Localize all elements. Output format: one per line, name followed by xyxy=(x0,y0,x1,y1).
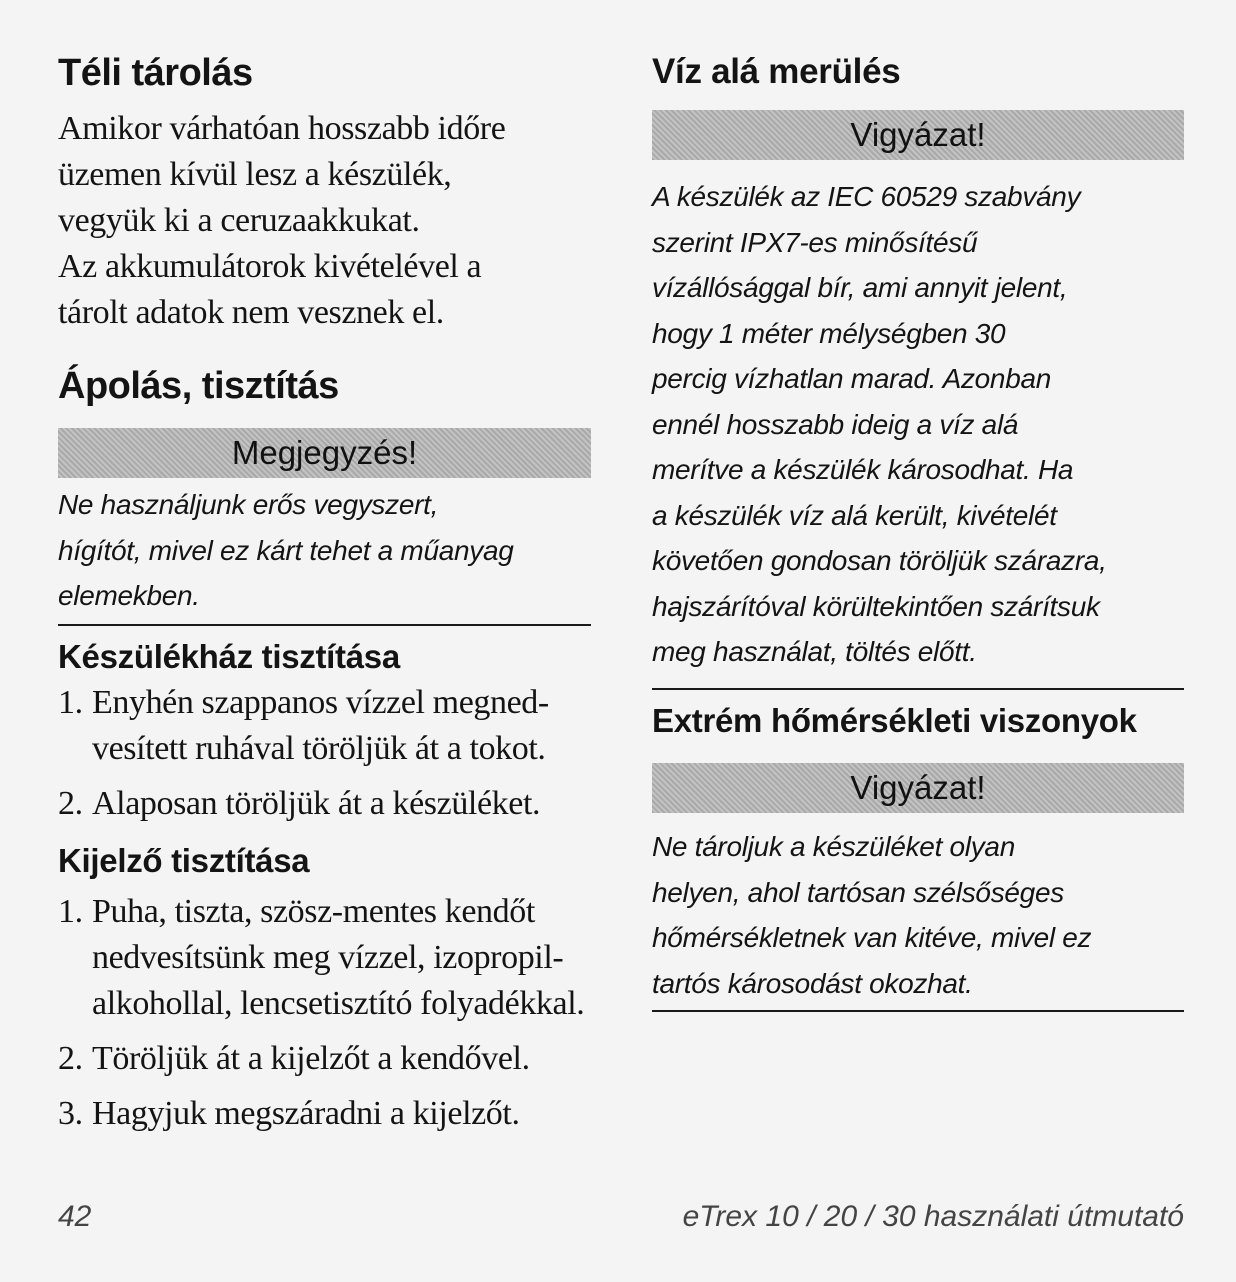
list-item xyxy=(58,1036,591,1082)
step-number: 3. xyxy=(58,1095,83,1132)
text-line: hőmérsékletnek van kitéve, mivel ez xyxy=(652,922,1092,953)
text-line: Az akkumulátorok kivételével a xyxy=(58,248,482,285)
housing-steps xyxy=(58,680,591,836)
submersion-heading: Víz alá merülés xyxy=(652,52,901,91)
text-line: merítve a készülék károsodhat. Ha xyxy=(652,454,1074,485)
document-title: eTrex 10 / 20 / 30 használati útmutató xyxy=(682,1200,1184,1233)
text-line: követően gondosan töröljük szárazra, xyxy=(652,545,1107,576)
display-steps xyxy=(58,889,591,1146)
temperature-warning-text xyxy=(652,824,1192,1006)
text-line: Ne tároljuk a készüléket olyan xyxy=(652,831,1015,862)
divider xyxy=(652,688,1184,690)
text-line: a készülék víz alá került, kivételét xyxy=(652,499,1057,531)
winter-storage-heading: Téli tárolás xyxy=(58,52,253,94)
text-line: hajszárítóval körültekintően szárítsuk xyxy=(652,590,1100,622)
step-text: Puha, tiszta, szösz-mentes kendőt nedvesítsünk meg vízzel, izopropil-alkohollal, lencsetisztító folyadékkal. xyxy=(92,893,585,1022)
text-line: tartós károsodást okozhat. xyxy=(652,967,973,999)
text-line: percig vízhatlan marad. Azonban xyxy=(652,363,1052,394)
care-heading: Ápolás, tisztítás xyxy=(58,365,339,407)
warning-banner: Vigyázat! xyxy=(652,763,1184,813)
warning-banner: Vigyázat! xyxy=(652,110,1184,160)
text-line: hogy 1 méter mélységben 30 xyxy=(652,317,1006,349)
list-item xyxy=(58,781,591,827)
divider xyxy=(652,1010,1184,1012)
divider xyxy=(58,624,591,626)
step-text: Enyhén szappanos vízzel megned-vesített ruhával töröljük át a tokot. xyxy=(92,684,549,767)
text-line: hígítót, mivel ez kárt tehet a műanyag xyxy=(58,534,514,566)
text-line: elemekben. xyxy=(58,580,200,611)
submersion-warning-text xyxy=(652,174,1192,675)
text-line: tárolt adatok nem vesznek el. xyxy=(58,294,444,331)
winter-storage-text xyxy=(58,106,591,336)
text-line: meg használat, töltés előtt. xyxy=(652,636,977,667)
text-line: ennél hosszabb ideig a víz alá xyxy=(652,408,1019,440)
step-number: 2. xyxy=(58,785,83,822)
list-item xyxy=(58,1091,591,1137)
housing-cleaning-heading: Készülékház tisztítása xyxy=(58,638,400,675)
step-number: 1. xyxy=(58,893,83,930)
list-item xyxy=(58,889,591,1027)
display-cleaning-heading: Kijelző tisztítása xyxy=(58,842,310,879)
step-text: Alaposan töröljük át a készüléket. xyxy=(92,785,541,822)
text-line: Ne használjunk erős vegyszert, xyxy=(58,489,439,520)
text-line: helyen, ahol tartósan szélsőséges xyxy=(652,876,1064,908)
note-text xyxy=(58,482,598,619)
text-line: A készülék az IEC 60529 szabvány xyxy=(652,181,1081,212)
step-number: 2. xyxy=(58,1040,83,1077)
text-line: szerint IPX7-es minősítésű xyxy=(652,226,978,258)
note-banner: Megjegyzés! xyxy=(58,428,591,478)
page-number: 42 xyxy=(58,1200,92,1233)
step-text: Hagyjuk megszáradni a kijelzőt. xyxy=(92,1095,520,1132)
text-line: vízállósággal bír, ami annyit jelent, xyxy=(652,272,1068,303)
text-line: vegyük ki a ceruzaakkukat. xyxy=(58,202,420,239)
text-line: Amikor várhatóan hosszabb időre xyxy=(58,110,506,147)
step-text: Töröljük át a kijelzőt a kendővel. xyxy=(92,1040,530,1077)
temperature-heading: Extrém hőmérsékleti viszonyok xyxy=(652,702,1137,739)
list-item xyxy=(58,680,591,772)
step-number: 1. xyxy=(58,684,83,721)
text-line: üzemen kívül lesz a készülék, xyxy=(58,156,452,193)
